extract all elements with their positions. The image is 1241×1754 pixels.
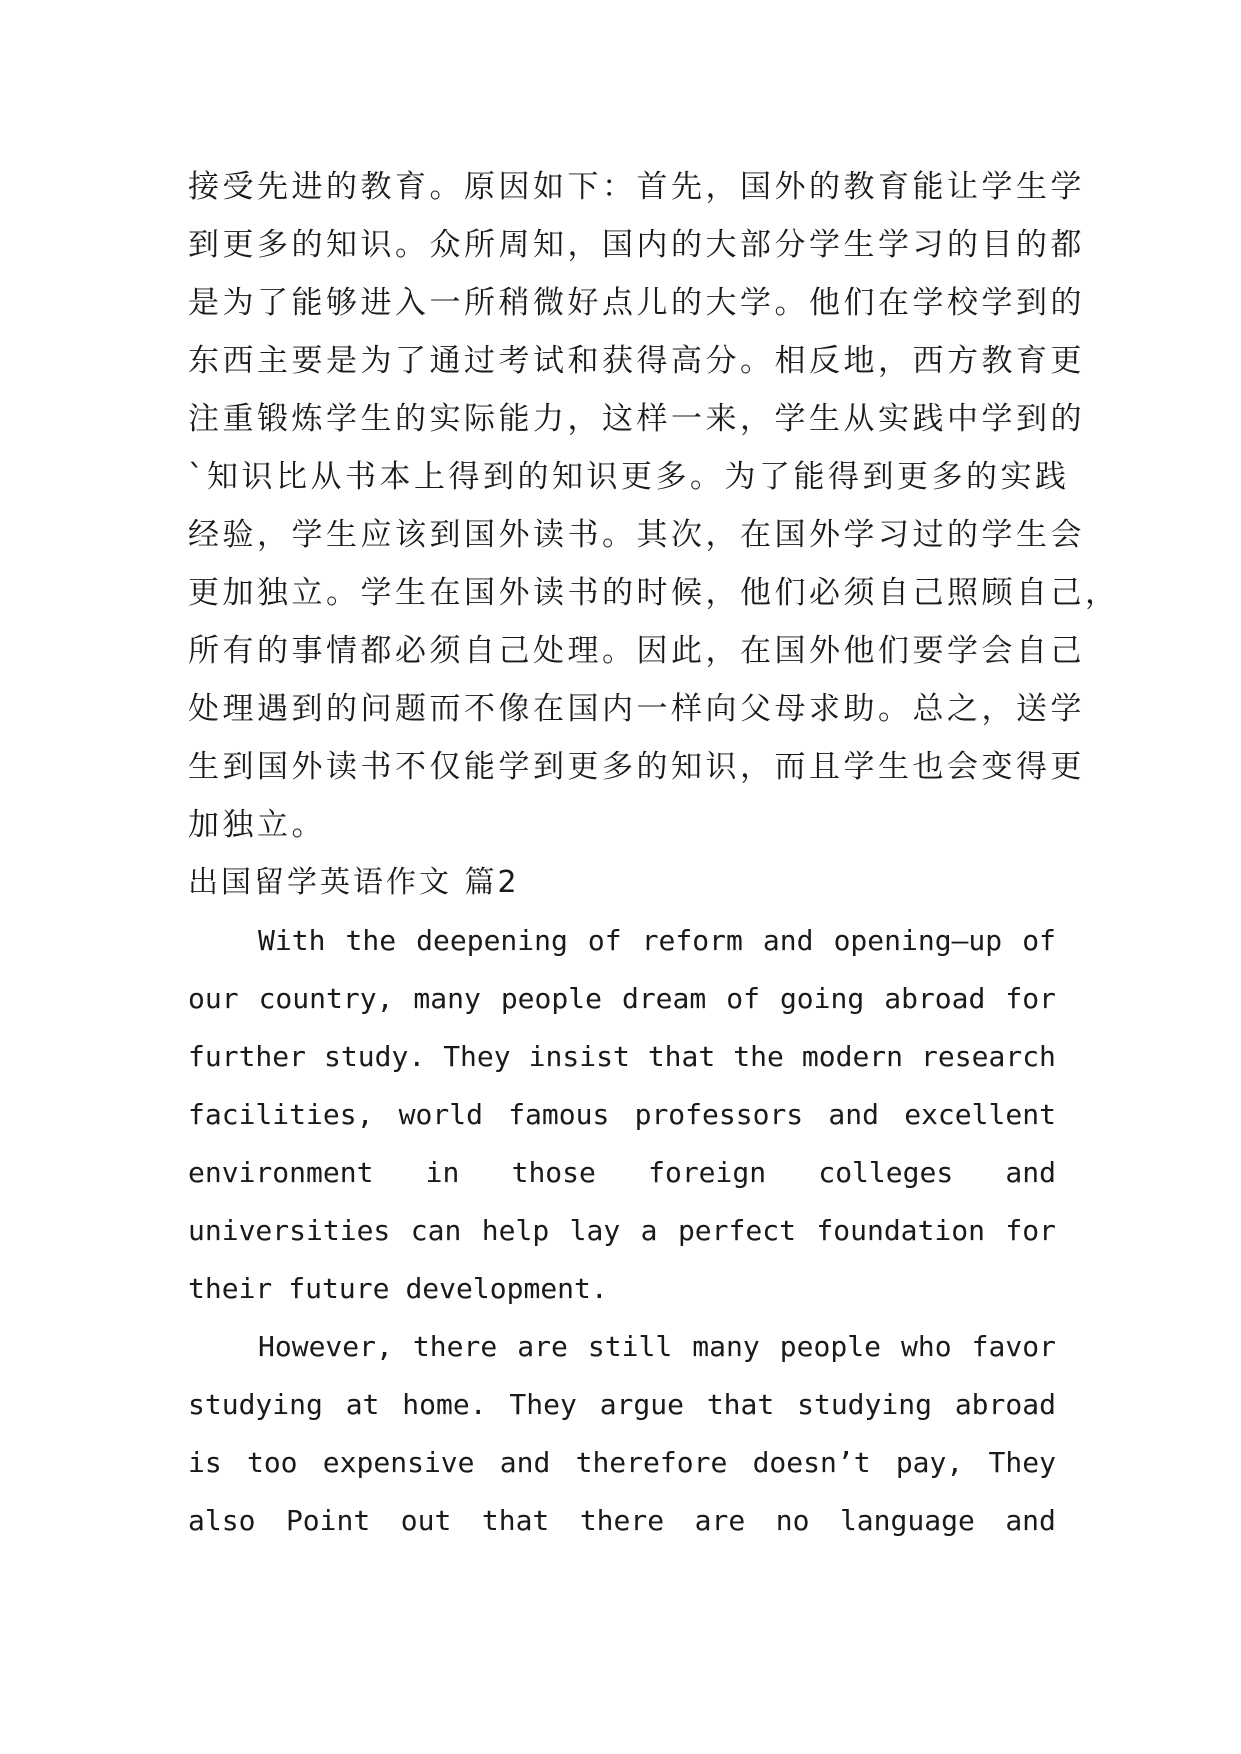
english-paragraph (188, 1318, 1056, 1550)
word: famous (508, 1098, 610, 1131)
text-line: 是为了能够进入一所稍微好点儿的大学。他们在学校学到的 (188, 285, 1085, 321)
text-line: 生到国外读书不仅能学到更多的知识，而且学生也会变得更 (188, 749, 1085, 785)
word: that (647, 1040, 716, 1073)
word: their (188, 1272, 273, 1305)
word: Point (285, 1504, 371, 1537)
word: of (726, 982, 760, 1015)
text-line: 东西主要是为了通过考试和获得高分。相反地，西方教育更 (188, 343, 1085, 379)
word: of (587, 924, 622, 957)
word: are (694, 1504, 746, 1537)
word: perfect (677, 1214, 796, 1247)
word: abroad (954, 1388, 1056, 1421)
text-line (188, 1086, 1056, 1144)
word: They (443, 1040, 511, 1073)
word: They (988, 1446, 1056, 1479)
word: there (412, 1330, 498, 1363)
word: However, (258, 1330, 393, 1363)
word: colleges (818, 1156, 954, 1189)
english-paragraph (188, 912, 1056, 1318)
word: foundation (816, 1214, 985, 1247)
text-line: 更加独立。学生在国外读书的时候，他们必须自己照顾自己， (188, 575, 1120, 611)
word: that (706, 1388, 775, 1421)
text-line: 到更多的知识。众所周知，国内的大部分学生学习的目的都 (188, 227, 1085, 263)
word: expensive (322, 1446, 475, 1479)
word: many (692, 1330, 760, 1363)
word: are (517, 1330, 568, 1363)
word: environment (188, 1156, 374, 1189)
word: development. (405, 1272, 608, 1305)
word: opening—up (833, 924, 1003, 957)
word: people (779, 1330, 881, 1363)
word: and (828, 1098, 879, 1131)
text-line: 注重锻炼学生的实际能力，这样一来，学生从实践中学到的 (188, 401, 1085, 437)
word: people (500, 982, 602, 1015)
word: studying (797, 1388, 932, 1421)
text-line (188, 1376, 1056, 1434)
word: therefore (575, 1446, 728, 1479)
word: country, (258, 982, 394, 1015)
word: is (188, 1446, 222, 1479)
word: many (413, 982, 481, 1015)
text-line (188, 912, 1056, 970)
section-heading: 出国留学英语作文 篇2 (188, 865, 520, 900)
text-line (188, 1202, 1056, 1260)
word: argue (599, 1388, 684, 1421)
word: They (509, 1388, 577, 1421)
word: excellent (904, 1098, 1056, 1131)
english-section (188, 912, 1056, 1550)
word: deepening (416, 924, 568, 957)
word: also (188, 1504, 256, 1537)
word: favor (971, 1330, 1056, 1363)
word: and (762, 924, 814, 957)
text-line: 加独立。 (188, 807, 326, 843)
word: professors (634, 1098, 804, 1131)
text-line (188, 1028, 1056, 1086)
word: the (345, 924, 397, 957)
word: facilities, (188, 1098, 374, 1131)
text-line: 处理遇到的问题而不像在国内一样向父母求助。总之，送学 (188, 691, 1085, 727)
word: lay (569, 1214, 621, 1247)
word: for (1005, 982, 1056, 1015)
word: With (258, 924, 326, 957)
word: a (640, 1214, 658, 1247)
word: future (288, 1272, 390, 1305)
text-line: 所有的事情都必须自己处理。因此，在国外他们要学会自己 (188, 633, 1085, 669)
word: insist (528, 1040, 630, 1073)
word: those (511, 1156, 596, 1189)
word: still (587, 1330, 673, 1363)
word: and (1005, 1504, 1056, 1537)
word: going (779, 982, 865, 1015)
text-line: `知识比从书本上得到的知识更多。为了能得到更多的实践 (188, 459, 1070, 495)
text-line (188, 1144, 1056, 1202)
text-line (188, 1434, 1056, 1492)
word: abroad (884, 982, 986, 1015)
text-line: 接受先进的教育。原因如下：首先，国外的教育能让学生学 (188, 169, 1085, 205)
text-line (188, 1260, 1056, 1318)
word: help (481, 1214, 550, 1247)
word: study. (324, 1040, 426, 1073)
word: at (345, 1388, 380, 1421)
word: doesn’t (752, 1446, 871, 1479)
word: research (921, 1040, 1056, 1073)
word: studying (188, 1388, 323, 1421)
word: for (1005, 1214, 1056, 1247)
word: foreign (648, 1156, 767, 1189)
text-line (188, 970, 1056, 1028)
document-page (188, 158, 1120, 1550)
word: modern (801, 1040, 904, 1073)
text-line (188, 1318, 1056, 1376)
word: who (901, 1330, 952, 1363)
word: language (839, 1504, 975, 1537)
word: home. (402, 1388, 487, 1421)
word: reform (641, 924, 743, 957)
word: and (1005, 1156, 1056, 1189)
chinese-paragraph (188, 158, 1120, 854)
word: that (481, 1504, 550, 1537)
word: out (400, 1504, 452, 1537)
word: the (733, 1040, 784, 1073)
word: can (410, 1214, 462, 1247)
word: too (246, 1446, 298, 1479)
word: in (425, 1156, 460, 1189)
word: universities (188, 1214, 391, 1247)
word: pay, (895, 1446, 964, 1479)
word: dream (621, 982, 707, 1015)
word: our (188, 982, 239, 1015)
word: no (775, 1504, 810, 1537)
word: of (1022, 924, 1056, 957)
word: world (398, 1098, 483, 1131)
word: and (499, 1446, 551, 1479)
text-line: 经验，学生应该到国外读书。其次，在国外学习过的学生会 (188, 517, 1085, 553)
text-line (188, 1492, 1056, 1550)
word: there (579, 1504, 665, 1537)
word: further (188, 1040, 307, 1073)
